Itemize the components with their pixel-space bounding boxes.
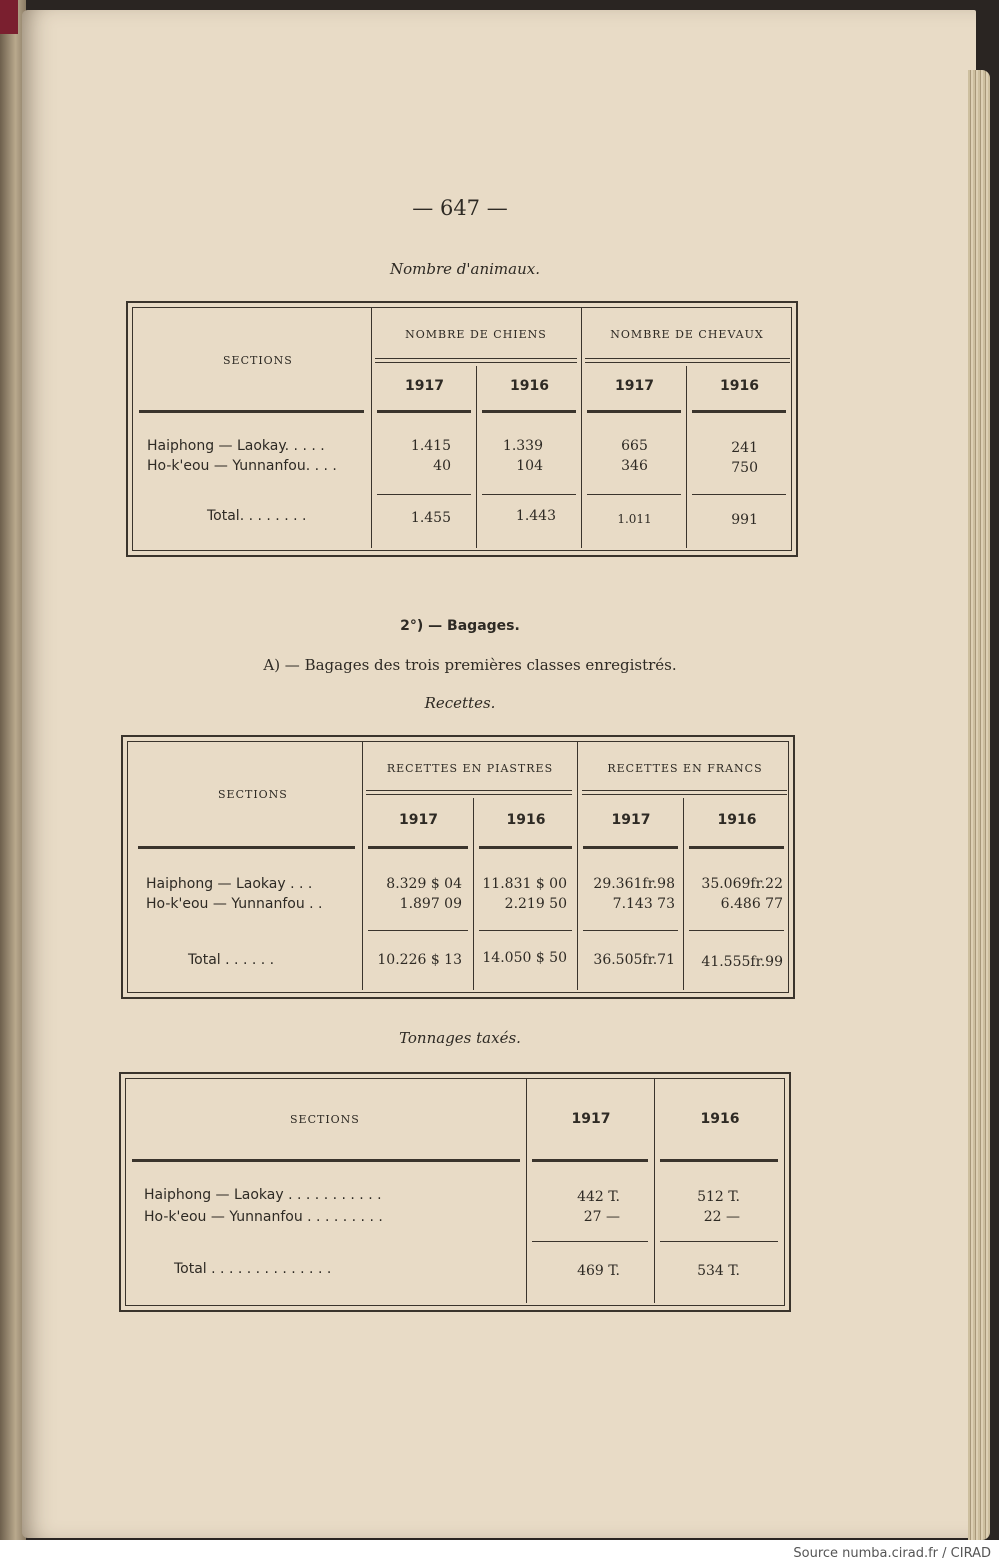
tonnages-sections-header: SECTIONS [290, 1113, 360, 1126]
animals-sum-rule [377, 494, 471, 495]
animals-cell: 40 [433, 458, 451, 474]
animals-header-rule [585, 358, 790, 363]
page-stack-edge [968, 70, 990, 1540]
recettes-row-label: Ho-k'eou — Yunnanfou . . [146, 896, 323, 912]
tonnages-row-label: Ho-k'eou — Yunnanfou . . . . . . . . . [144, 1209, 383, 1225]
tonnages-row-label: Haiphong — Laokay . . . . . . . . . . . [144, 1187, 382, 1203]
animals-row-label: Ho-k'eou — Yunnanfou. . . . [147, 458, 337, 474]
animals-caption: Nombre d'animaux. [390, 260, 540, 278]
animals-heavy-rule [692, 410, 786, 413]
tonnages-total-cell: 534 T. [697, 1263, 740, 1279]
animals-sum-rule [692, 494, 786, 495]
tonnages-year: 1917 [571, 1111, 611, 1127]
recettes-year: 1916 [717, 812, 757, 828]
recettes-year: 1916 [506, 812, 546, 828]
bagages-heading-text: 2°) — Bagages. [400, 618, 520, 634]
recettes-cell: 2.219 50 [504, 896, 567, 912]
tonnages-sum-rule [532, 1241, 648, 1242]
recettes-cell: 1.897 09 [399, 896, 462, 912]
recettes-sum-rule [689, 930, 784, 931]
animals-divider [686, 366, 687, 548]
tonnages-heavy-rule [532, 1159, 648, 1162]
recettes-total-cell: 10.226 $ 13 [377, 952, 462, 968]
tonnages-sum-rule [660, 1241, 778, 1242]
recettes-cell: 7.143 73 [612, 896, 675, 912]
animals-total-label: Total. . . . . . . . [207, 508, 307, 524]
animals-heavy-rule [587, 410, 681, 413]
animals-group-chevaux: NOMBRE DE CHEVAUX [610, 328, 764, 341]
recettes-header-rule [366, 790, 572, 795]
recettes-total-label: Total . . . . . . [188, 952, 275, 968]
tonnages-caption: Tonnages taxés. [399, 1029, 521, 1047]
animals-year: 1916 [720, 378, 759, 394]
recettes-row-label: Haiphong — Laokay . . . [146, 876, 313, 892]
recettes-heavy-rule [689, 846, 784, 849]
tonnages-total-cell: 469 T. [577, 1263, 620, 1279]
recettes-table [121, 735, 795, 999]
recettes-caption: Recettes. [424, 694, 496, 712]
recettes-group-piastres: RECETTES EN PIASTRES [386, 762, 554, 775]
bagages-subheading: A) — Bagages des trois premières classes enregistrés. [263, 656, 677, 674]
animals-sum-rule [587, 494, 681, 495]
recettes-sections-header: SECTIONS [218, 788, 288, 801]
animals-total-cell: 1.455 [410, 510, 451, 526]
animals-cell: 104 [516, 458, 543, 474]
recettes-divider [683, 798, 684, 990]
animals-divider [581, 308, 582, 548]
tonnages-table [119, 1072, 791, 1312]
recettes-heavy-rule [368, 846, 468, 849]
animals-total-cell: 991 [731, 512, 758, 528]
recettes-year: 1917 [399, 812, 438, 828]
animals-cell: 665 [621, 438, 648, 454]
tonnages-total-label: Total . . . . . . . . . . . . . . [174, 1261, 332, 1277]
animals-cell: 241 [731, 440, 758, 456]
animals-sections-header: SECTIONS [223, 354, 293, 367]
animals-row-label: Haiphong — Laokay. . . . . [147, 438, 325, 454]
animals-heavy-rule [139, 410, 364, 413]
animals-divider [371, 308, 372, 548]
tonnages-heavy-rule [660, 1159, 778, 1162]
animals-cell: 1.339 [502, 438, 543, 454]
recettes-year: 1917 [611, 812, 651, 828]
recettes-heavy-rule [583, 846, 678, 849]
tonnages-cell: 512 T. [697, 1189, 740, 1205]
tonnages-heavy-rule [132, 1159, 520, 1162]
recettes-total-cell: 14.050 $ 50 [482, 950, 567, 966]
recettes-sum-rule [583, 930, 678, 931]
animals-header-rule [375, 358, 577, 363]
animals-year: 1917 [615, 378, 654, 394]
recettes-heavy-rule [479, 846, 572, 849]
recettes-group-francs: RECETTES EN FRANCS [607, 762, 763, 775]
recettes-cell: 6.486 77 [720, 896, 783, 912]
tonnages-cell: 22 — [703, 1209, 740, 1225]
animals-total-cell: 1.011 [617, 512, 652, 526]
tonnages-divider [526, 1079, 527, 1303]
recettes-total-cell: 36.505fr.71 [593, 952, 675, 968]
animals-heavy-rule [377, 410, 471, 413]
bagages-heading [360, 616, 560, 634]
recettes-heavy-rule [138, 846, 355, 849]
recettes-header-rule [582, 790, 787, 795]
animals-heavy-rule [482, 410, 576, 413]
animals-cell: 750 [731, 460, 758, 476]
source-credit: Source numba.cirad.fr / CIRAD [793, 1546, 991, 1561]
animals-table-border [132, 307, 792, 551]
page-number: — 647 — [412, 196, 508, 220]
animals-cell: 1.415 [410, 438, 451, 454]
recettes-divider [473, 798, 474, 990]
animals-total-cell: 1.443 [515, 508, 556, 524]
animals-group-chiens: NOMBRE DE CHIENS [405, 328, 547, 341]
animals-year: 1917 [405, 378, 444, 394]
tonnages-year: 1916 [700, 1111, 740, 1127]
recettes-divider [362, 742, 363, 990]
tonnages-divider [654, 1079, 655, 1303]
tonnages-table-border [125, 1078, 785, 1306]
recettes-total-cell: 41.555fr.99 [701, 954, 783, 970]
animals-sum-rule [482, 494, 576, 495]
recettes-divider [577, 742, 578, 990]
recettes-sum-rule [479, 930, 572, 931]
recettes-cell: 29.361fr.98 [593, 876, 675, 892]
animals-table [126, 301, 798, 557]
bookmark-ribbon [0, 0, 18, 34]
recettes-cell: 11.831 $ 00 [482, 876, 567, 892]
animals-cell: 346 [621, 458, 648, 474]
tonnages-cell: 27 — [583, 1209, 620, 1225]
recettes-sum-rule [368, 930, 468, 931]
tonnages-cell: 442 T. [577, 1189, 620, 1205]
animals-year: 1916 [510, 378, 549, 394]
recettes-cell: 8.329 $ 04 [386, 876, 462, 892]
recettes-cell: 35.069fr.22 [701, 876, 783, 892]
recettes-table-border [127, 741, 789, 993]
animals-divider [476, 366, 477, 548]
